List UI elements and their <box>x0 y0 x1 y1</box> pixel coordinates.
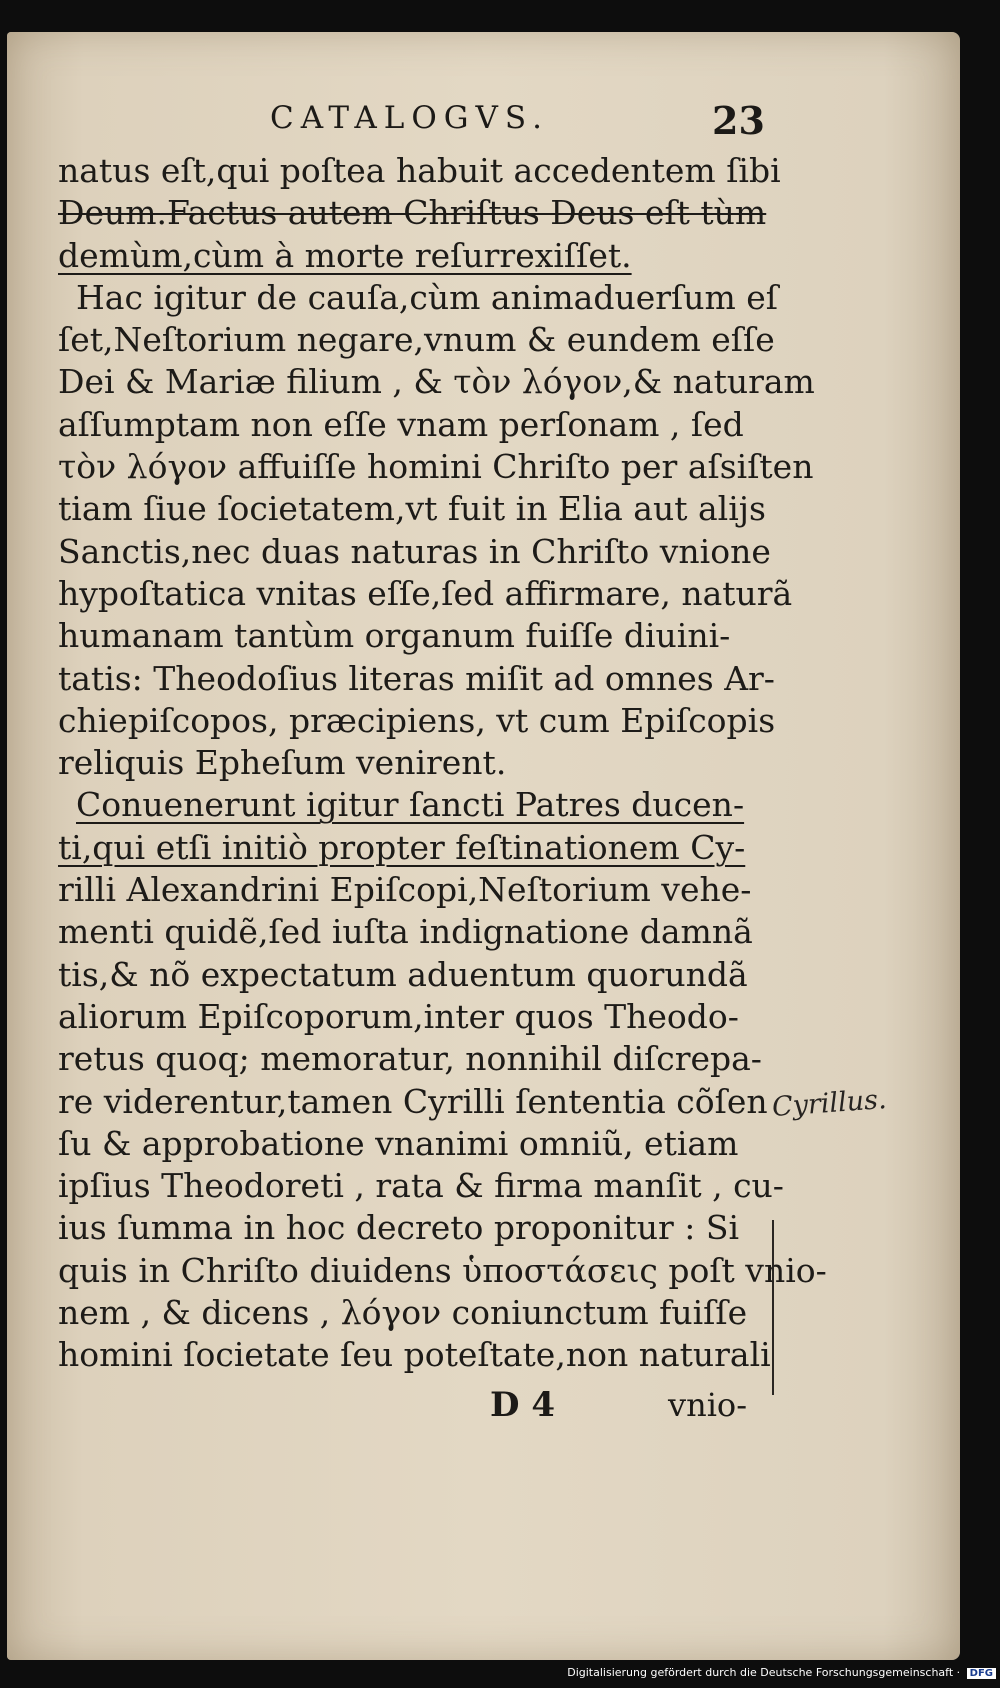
text-line: natus eſt,qui poſtea habuit accedentem ſibi <box>58 151 781 190</box>
digitization-credit <box>0 1666 996 1679</box>
text-line: re viderentur,tamen Cyrilli ſententia cõſen <box>58 1081 768 1121</box>
text-line: chiepiſcopos, præcipiens, vt cum Epiſcopis <box>58 700 776 740</box>
text-line: tis,& nõ expectatum aduentum quorundã <box>58 954 748 994</box>
text-line: humanam tantùm organum fuiſſe diuini- <box>58 616 731 656</box>
text-line: tatis: Theodoſius literas miſit ad omnes Ar- <box>58 658 775 698</box>
signature-mark: D 4 <box>490 1385 555 1425</box>
text-line: tiam ſiue ſocietatem,vt fuit in Elia aut alijs <box>58 489 766 529</box>
text-line: aliorum Epiſcoporum,inter quos Theodo- <box>58 996 739 1036</box>
paragraph-start-line: Hac igitur de cauſa,cùm animaduerſum eſ <box>76 277 779 317</box>
text-line: Sanctis,nec duas naturas in Chriſto vnione <box>58 531 771 571</box>
handwritten-marginal-note: Cyrillus. <box>771 1084 888 1123</box>
text-line: ſet,Neſtorium negare,vnum & eundem eſſe <box>58 320 775 360</box>
text-line: retus quoq; memoratur, nonnihil diſcrepa- <box>58 1039 762 1079</box>
text-line: Dei & Mariæ filium , & τὸν λόγον,& naturam <box>58 362 815 402</box>
text-line: quis in Chriſto diuidens ὑποστάσεις poſt vnio- <box>58 1250 827 1290</box>
handwritten-margin-bracket <box>766 1220 774 1395</box>
text-line: rilli Alexandrini Epiſcopi,Neſtorium vehe- <box>58 870 752 910</box>
text-line: ius ſumma in hoc decreto proponitur : Si <box>58 1208 740 1248</box>
text-line: hypoſtatica vnitas eſſe,ſed affirmare, naturã <box>58 573 793 613</box>
catchword: vnio- <box>668 1386 747 1424</box>
text-line: aſſumptam non eſſe vnam perſonam , ſed <box>58 404 744 444</box>
text-line: ſu & approbatione vnanimi omniũ, etiam <box>58 1123 739 1163</box>
text-line: reliquis Epheſum venirent. <box>58 743 507 783</box>
text-line: ipſius Theodoreti , rata & firma manſit , cu- <box>58 1166 784 1206</box>
dfg-logo: DFG <box>967 1668 996 1679</box>
text-line-annotated: ti,qui etſi initiò propter feſtinationem Cy- <box>58 827 746 867</box>
text-line: τὸν λόγον affuiſſe homini Chriſto per aſsiſten <box>58 447 814 487</box>
text-line-annotated: demùm,cùm à morte reſurrexiſſet. <box>58 235 632 275</box>
paragraph-start-line: Conuenerunt igitur ſancti Patres ducen- <box>76 785 745 825</box>
running-head: CATALOGVS. <box>270 100 549 136</box>
text-line: menti quidẽ,ſed iuſta indignatione damnã <box>58 912 753 952</box>
credit-text: Digitalisierung gefördert durch die Deutsche Forschungsgemeinschaft · <box>567 1666 961 1679</box>
text-line: nem , & dicens , λόγον coniunctum fuiſſe <box>58 1293 748 1333</box>
text-line: homini ſocietate ſeu poteſtate,non naturali <box>58 1335 771 1375</box>
text-line-annotated: Deum.Factus autem Chriſtus Deus eſt tùm <box>58 193 767 233</box>
body-text <box>58 150 827 1377</box>
page-number: 23 <box>712 98 765 143</box>
